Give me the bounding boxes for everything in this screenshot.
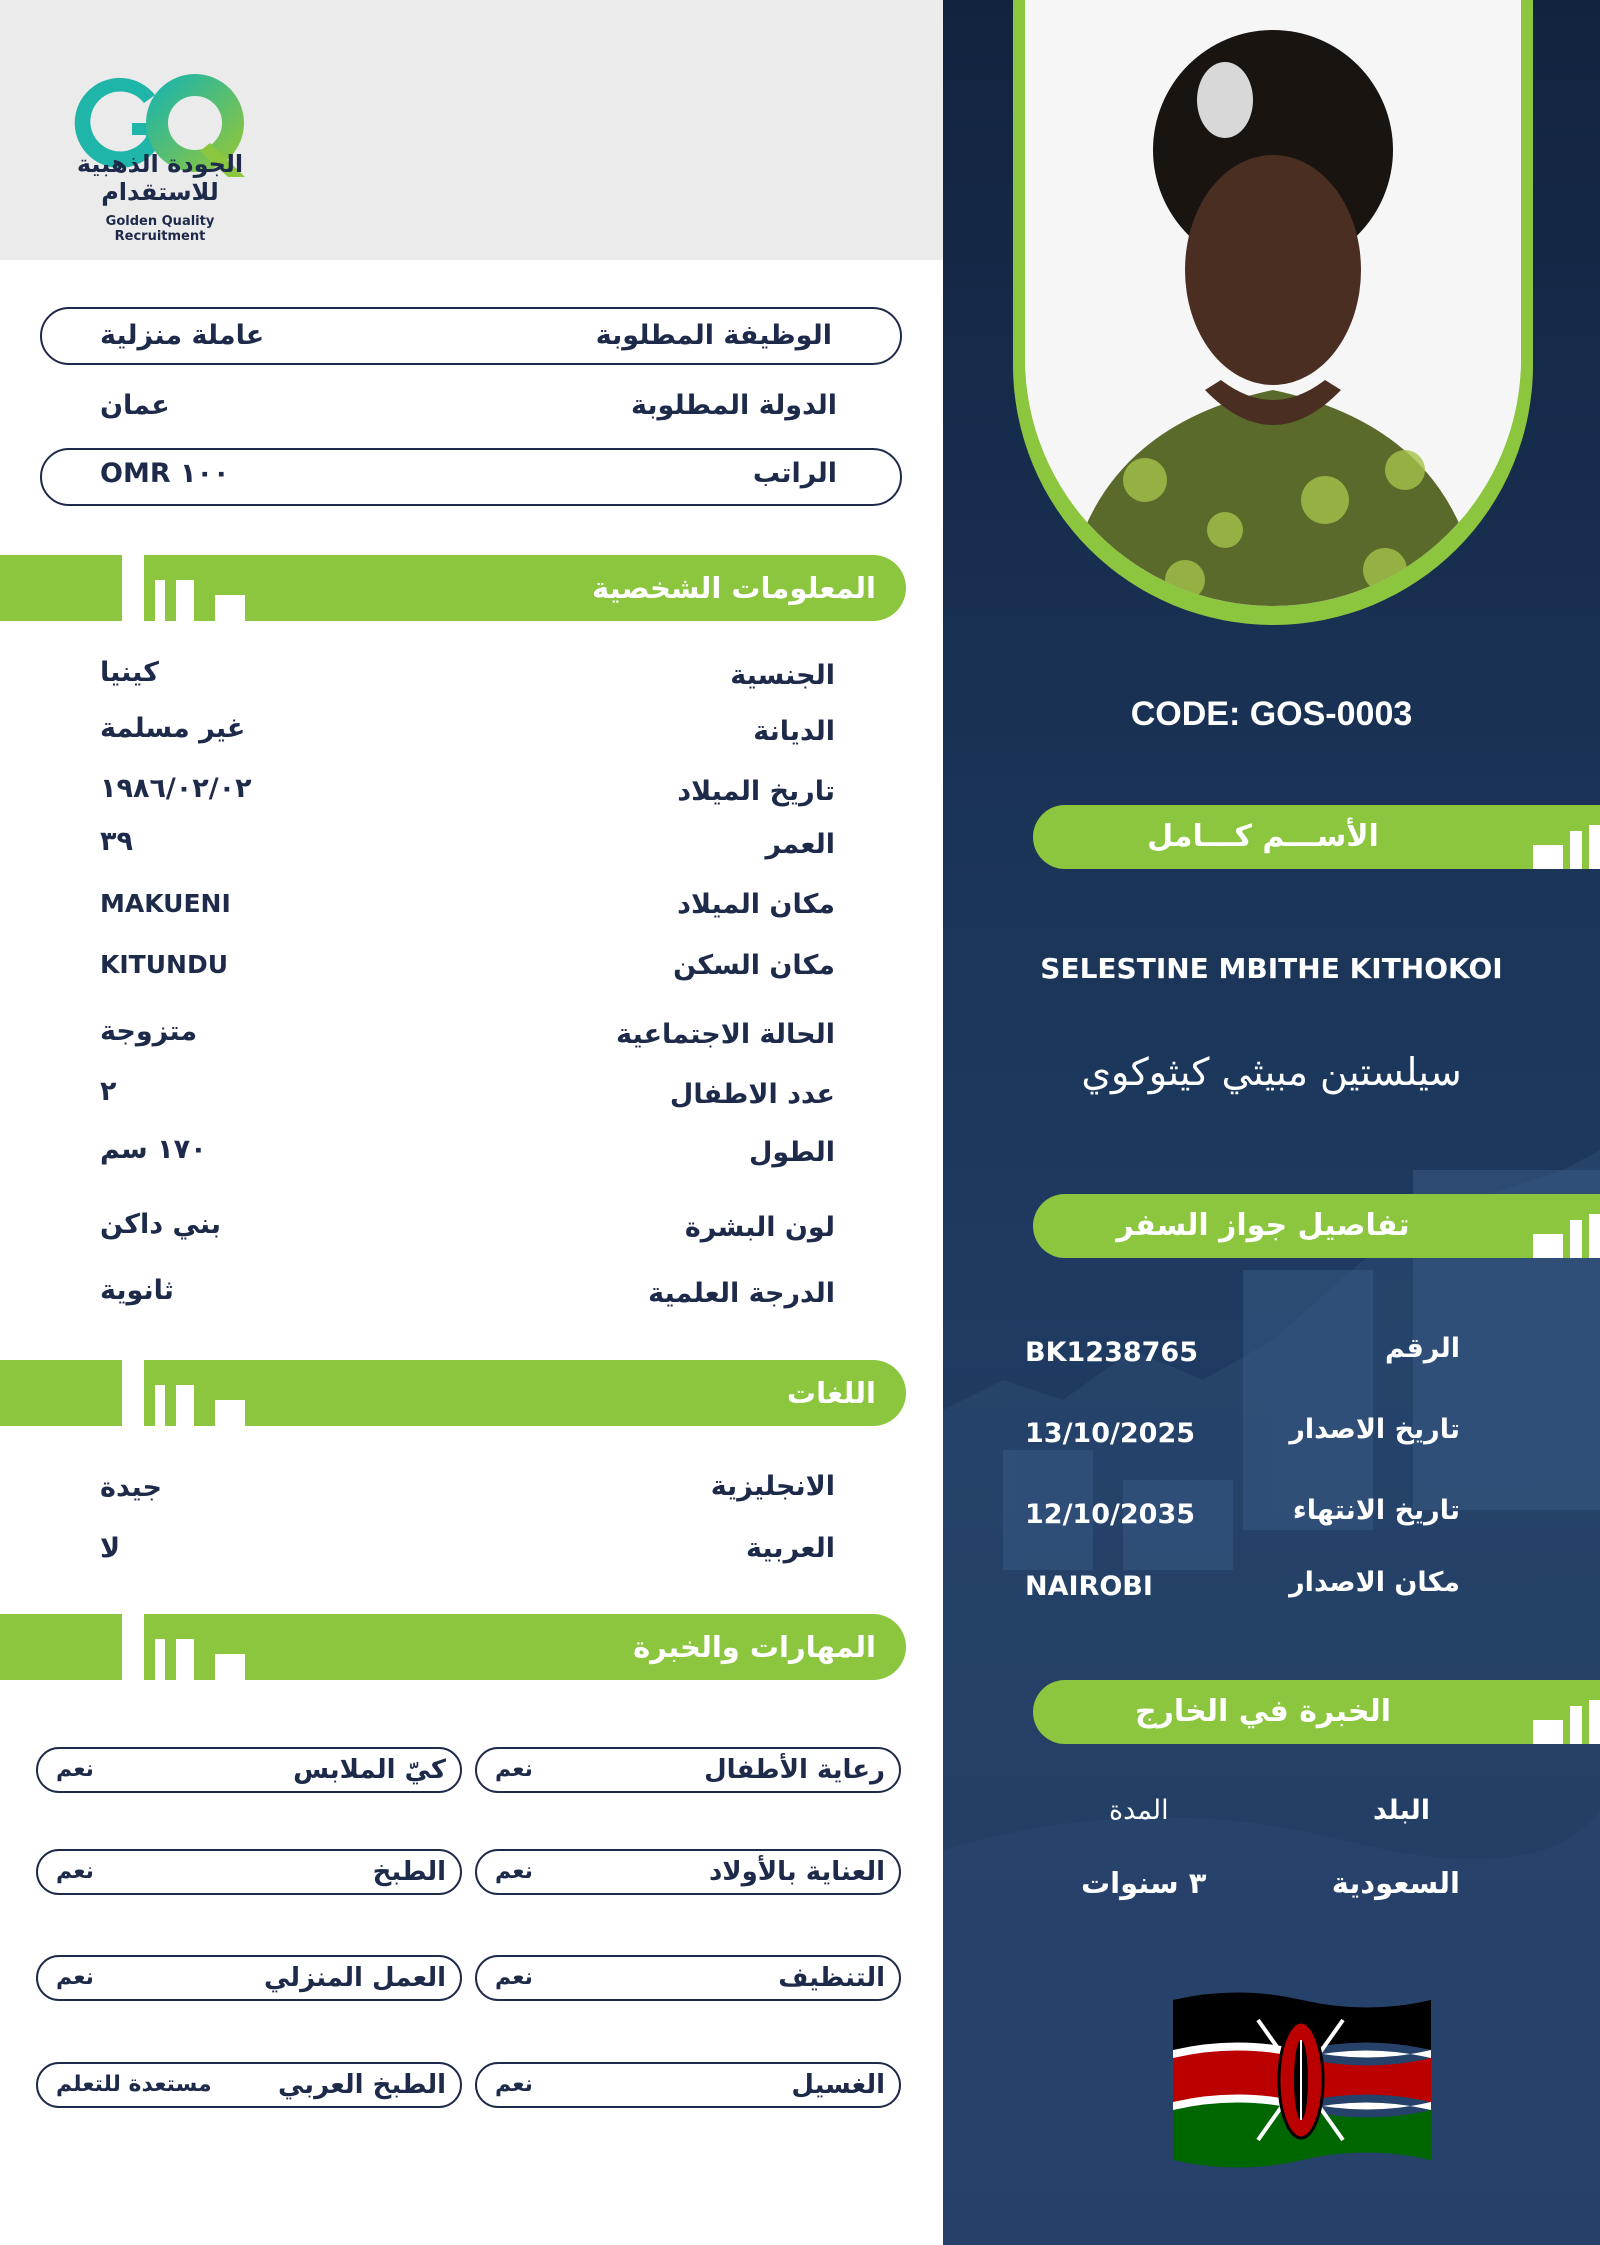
full-name-arabic: سيلستين مبيثي كيثوكوي — [1081, 1050, 1462, 1094]
position-value: عاملة منزلية — [100, 320, 265, 351]
residence-value: KITUNDU — [100, 950, 229, 979]
logo-arabic-text — [60, 150, 260, 206]
issue-date-label: تاريخ الاصدار — [1289, 1414, 1460, 1445]
children-count-label: عدد الاطفال — [669, 1079, 835, 1110]
personal-info-header — [0, 555, 906, 621]
company-logo-icon — [60, 20, 260, 240]
header-stripe — [122, 1360, 144, 1426]
skin-color-label: لون البشرة — [684, 1212, 835, 1243]
skill-item — [36, 1849, 462, 1895]
skill-item — [36, 1747, 462, 1793]
birthdate-label: تاريخ الميلاد — [677, 776, 835, 807]
age-label: العمر — [765, 829, 835, 860]
religion-value: غير مسلمة — [100, 713, 246, 744]
header-stripe — [1533, 845, 1563, 869]
languages-title: اللغات — [786, 1376, 876, 1410]
header-stripe — [176, 580, 194, 621]
birthplace-value: MAKUENI — [100, 889, 231, 918]
arabic-value: لا — [100, 1533, 121, 1564]
skill-item — [36, 2062, 462, 2108]
skills-title: المهارات والخبرة — [633, 1630, 876, 1664]
header-stripe — [1533, 1234, 1563, 1258]
worker-photo — [1025, 0, 1521, 606]
header-stripe — [1589, 825, 1600, 869]
header-stripe — [155, 1639, 165, 1680]
skill-value: نعم — [495, 1757, 533, 1782]
logo-arabic-line1: الجودة الذهبية — [76, 150, 244, 178]
skill-name: الطبخ العربي — [278, 2070, 446, 2100]
right-panel — [943, 0, 1600, 2245]
personal-info-title: المعلومات الشخصية — [592, 571, 876, 605]
passport-title: تفاصيل جواز السفر — [1116, 1208, 1410, 1243]
birthplace-label: مكان الميلاد — [677, 889, 835, 920]
children-count-value: ٢ — [100, 1076, 117, 1107]
passport-header — [1033, 1194, 1600, 1258]
skill-name: التنظيف — [778, 1963, 885, 1993]
nationality-label: الجنسية — [730, 660, 835, 691]
issue-place-value: NAIROBI — [1025, 1571, 1153, 1602]
residence-label: مكان السكن — [673, 950, 835, 981]
header-stripe — [1570, 1706, 1582, 1744]
english-value: جيدة — [100, 1472, 163, 1503]
position-label: الوظيفة المطلوبة — [595, 320, 832, 351]
header-stripe — [1570, 1220, 1582, 1258]
experience-duration-header: المدة — [1109, 1795, 1169, 1826]
skill-value: نعم — [495, 2072, 533, 2097]
full-name-header — [1033, 805, 1600, 869]
salary-label: الراتب — [752, 458, 837, 489]
header-stripe — [176, 1639, 194, 1680]
arabic-label: العربية — [746, 1533, 835, 1564]
skill-value: نعم — [495, 1859, 533, 1884]
skill-name: العمل المنزلي — [264, 1963, 446, 1993]
skill-item — [475, 2062, 901, 2108]
skill-name: رعاية الأطفال — [704, 1755, 885, 1785]
worker-code: CODE: GOS-0003 — [1130, 695, 1413, 733]
religion-label: الديانة — [753, 716, 835, 747]
skill-value: نعم — [56, 1965, 94, 1990]
country-value: عمان — [100, 390, 170, 421]
header-stripe — [176, 1385, 194, 1426]
skill-item — [36, 1955, 462, 2001]
header-stripe — [1570, 831, 1582, 869]
skill-name: العناية بالأولاد — [708, 1857, 885, 1887]
passport-number-value: BK1238765 — [1025, 1337, 1199, 1368]
header-stripe — [155, 1385, 165, 1426]
header-stripe — [122, 1614, 144, 1680]
header-stripe — [215, 595, 245, 621]
logo-arabic-line2: للاستقدام — [101, 178, 219, 206]
languages-header — [0, 1360, 906, 1426]
skill-name: الطبخ — [372, 1857, 446, 1887]
experience-duration-value: ٣ سنوات — [1081, 1866, 1207, 1900]
issue-date-value: 13/10/2025 — [1025, 1418, 1196, 1449]
logo-english-text: Golden Quality Recruitment — [105, 214, 215, 244]
height-value: ١٧٠ سم — [100, 1134, 207, 1165]
skin-color-value: بني داكن — [100, 1209, 221, 1240]
passport-number-label: الرقم — [1384, 1333, 1460, 1364]
issue-place-label: مكان الاصدار — [1289, 1567, 1460, 1598]
skill-value: نعم — [56, 1757, 94, 1782]
height-label: الطول — [748, 1137, 835, 1168]
header-stripe — [122, 555, 144, 621]
worker-photo-image — [1025, 0, 1521, 606]
marital-status-label: الحالة الاجتماعية — [616, 1019, 835, 1050]
skill-value: نعم — [495, 1965, 533, 1990]
header-stripe — [1533, 1720, 1563, 1744]
nationality-value: كينيا — [100, 657, 159, 688]
salary-value: OMR ١٠٠ — [100, 458, 230, 489]
expiry-date-value: 12/10/2035 — [1025, 1499, 1196, 1530]
experience-header — [1033, 1680, 1600, 1744]
marital-status-value: متزوجة — [100, 1016, 198, 1047]
experience-country-header: البلد — [1372, 1795, 1430, 1826]
expiry-date-label: تاريخ الانتهاء — [1292, 1495, 1460, 1526]
header-stripe — [155, 580, 165, 621]
skill-value: مستعدة للتعلم — [56, 2072, 212, 2097]
education-value: ثانوية — [100, 1275, 174, 1306]
english-label: الانجليزية — [710, 1471, 835, 1502]
birthdate-value: ١٩٨٦/٠٢/٠٢ — [100, 773, 252, 804]
header-stripe — [215, 1400, 245, 1426]
experience-title: الخبرة في الخارج — [1135, 1694, 1391, 1729]
skill-item — [475, 1955, 901, 2001]
education-label: الدرجة العلمية — [648, 1278, 835, 1309]
age-value: ٣٩ — [100, 826, 133, 857]
skills-header — [0, 1614, 906, 1680]
header-stripe — [1589, 1700, 1600, 1744]
experience-country-value: السعودية — [1331, 1866, 1460, 1900]
full-name-title: الأســـم كـــامل — [1147, 819, 1379, 854]
header-stripe — [215, 1654, 245, 1680]
skill-value: نعم — [56, 1859, 94, 1884]
skill-name: كيّ الملابس — [293, 1755, 446, 1785]
kenya-flag-icon — [1173, 1990, 1431, 2170]
skill-name: الغسيل — [791, 2070, 885, 2100]
header-stripe — [1589, 1214, 1600, 1258]
country-label: الدولة المطلوبة — [631, 390, 837, 421]
skill-item — [475, 1849, 901, 1895]
full-name-english: SELESTINE MBITHE KITHOKOI — [1040, 952, 1503, 985]
skill-item — [475, 1747, 901, 1793]
